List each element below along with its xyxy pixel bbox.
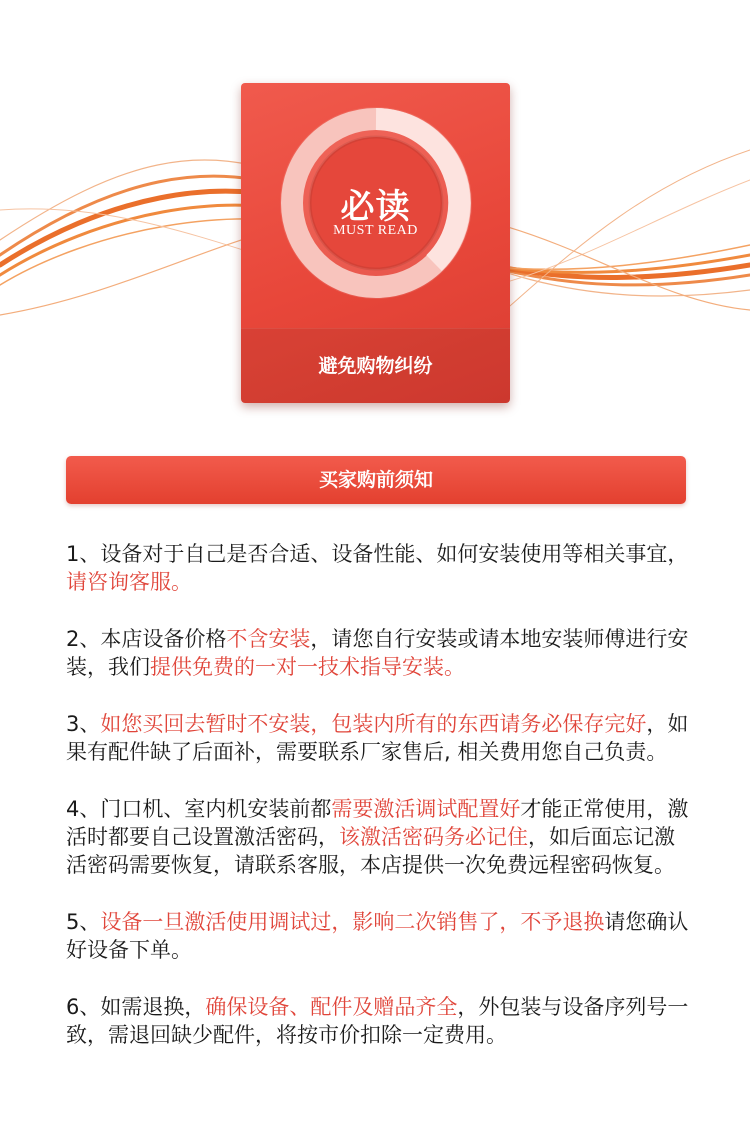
notice-highlight: 请咨询客服。 [66,570,192,594]
notice-highlight: 如您买回去暂时不安装，包装内所有的东西请务必保存完好 [100,712,647,736]
notice-highlight: 该激活密码务必记住 [339,825,528,849]
notice-highlight: 提供免费的一对一技术指导安装。 [150,655,465,679]
notice-item [66,908,691,964]
notice-highlight: 需要激活调试配置好 [331,797,521,821]
badge-subtitle: MUST READ [333,223,418,238]
notice-text: 才能正常使用，激活时都要自己设置激活密码， [66,797,689,849]
notice-item [66,625,691,681]
notice-item [66,993,691,1049]
notice-text: ，如果有配件缺了后面补，需要联系厂家售后, 相关费用您自己负责。 [66,712,689,764]
notice-item [66,710,691,766]
notice-text: 4、门口机、室内机安装前都 [66,797,332,821]
notice-text: ，请您自行安装或请本地安装师傅进行安装，我们 [66,627,689,679]
notice-list [66,540,691,1078]
notice-text: ，如后面忘记激活密码需要恢复，请联系客服，本店提供一次免费远程密码恢复。 [66,825,675,877]
notice-text: 6、如需退换， [66,995,206,1019]
badge-title: 必读 [340,187,411,227]
notice-highlight: 设备一旦激活使用调试过，影响二次销售了，不予退换 [100,910,605,934]
notice-item [66,795,691,879]
must-read-card [241,83,510,403]
notice-text: 请您确认好设备下单。 [66,910,689,962]
notice-text: 3、 [66,712,101,736]
notice-highlight: 不含安装 [226,627,311,651]
notice-text: 2、本店设备价格 [66,627,227,651]
notice-highlight: 确保设备、配件及赠品齐全 [205,995,458,1019]
notice-text: 5、 [66,910,101,934]
notice-item [66,540,691,596]
notice-text: 1、设备对于自己是否合适、设备性能、如何安装使用等相关事宜， [66,542,689,566]
section-title: 买家购前须知 [318,469,433,491]
notice-text: ，外包装与设备序列号一致，需退回缺少配件，将按市价扣除一定费用。 [66,995,689,1047]
card-caption: 避免购物纠纷 [318,355,433,377]
section-header [66,456,686,504]
